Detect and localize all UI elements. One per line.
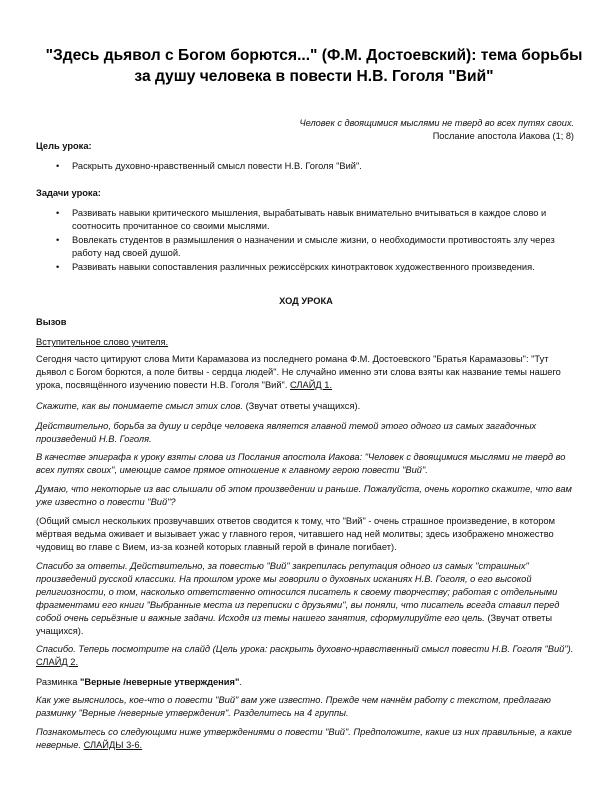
paragraph-answers-summary: (Общий смысл нескольких прозвучавших ответов сводится к тому, что "Вий" - очень страшное произведение, в котором мёртвая ведьма оживает и вызывает ужас у главного героя, читавшего над ней молитвы; здесь изображено множество чудовищ во главе с Вием, из-за козней которых главный герой в финале погибает). bbox=[36, 516, 555, 552]
tasks-list bbox=[36, 207, 576, 275]
question-text: Скажите, как вы понимаете смысл этих слов. bbox=[36, 401, 243, 411]
paragraph-intro bbox=[36, 353, 576, 392]
teacher-speech: Спасибо за ответы. Действительно, за повестью "Вий" закрепилась репутация одного из самых "страшных" произведений русской классики. На прошлом уроке мы говорили о духовных исканиях Н.В. Гоголя, о его высокой религиозности, о том, насколько ответственно относился писатель к своему творчеству; работая с отдельными фрагментами его книги "Выбранные места из переписки с друзьями", вы поняли, что писатель всегда ставил перед собой очень серьёзные и важные задачи. Исходя из темы нашего занятия, сформулируйте его цель. bbox=[36, 561, 560, 623]
warmup-title: "Верные /неверные утверждения" bbox=[79, 677, 240, 687]
list-item: • Развивать навыки критического мышления, вырабатывать навык внимательно вчитываться в каждое слово и соотносить прочитанное со своими мыслями. bbox=[36, 207, 576, 233]
warmup-heading bbox=[36, 676, 576, 689]
list-item: • Вовлекать студентов в размышления о назначении и смысле жизни, о необходимости противостоять злу через работу над своей душой. bbox=[36, 234, 576, 260]
paragraph-slide-goal bbox=[36, 643, 576, 669]
paragraph-question bbox=[36, 400, 576, 413]
slide-1-link[interactable]: СЛАЙД 1. bbox=[290, 380, 333, 390]
warmup-end: . bbox=[239, 677, 242, 687]
epigraph-source: Послание апостола Иакова (1; 8) bbox=[432, 131, 574, 141]
paragraph-warmup-intro: Как уже выяснилось, кое-что о повести "Вий" вам уже известно. Прежде чем начнём работу с текстом, предлагаю разминку "Верные /неверные утверждения". Разделитесь на 4 группы. bbox=[36, 695, 551, 718]
slides-3-6-link[interactable]: СЛАЙДЫ 3-6. bbox=[83, 740, 143, 750]
goal-heading: Цель урока: bbox=[36, 141, 92, 151]
answers-note: (Звучат ответы учащихся). bbox=[36, 613, 553, 636]
list-item: • Раскрыть духовно-нравственный смысл повести Н.В. Гоголя "Вий". bbox=[36, 160, 576, 173]
paragraph-text: Сегодня часто цитируют слова Мити Карамазова из последнего романа Ф.М. Достоевского "Братья Карамазовы": "Тут дьявол с Богом борются, а поле битвы - сердца людей". Не случайно именно эти слова взяты как название темы нашего урока, посвящённого изучению повести Н.В. Гоголя "Вий". bbox=[36, 354, 561, 390]
paragraph-prior-knowledge: Думаю, что некоторые из вас слышали об этом произведении и раньше. Пожалуйста, очень коротко скажите, что вам уже известно о повести "Вий"? bbox=[36, 484, 572, 507]
paragraph-theme: Действительно, борьба за душу и сердце человека является главной темой этого одного из самых загадочных произведений Н.В. Гоголя. bbox=[36, 421, 537, 444]
list-item: • Развивать навыки сопоставления различных режиссёрских кинотрактовок художественного произведения. bbox=[36, 261, 576, 274]
epigraph-quote: Человек с двоящимися мыслями не тверд во всех путях своих. bbox=[299, 118, 574, 128]
slide-2-link[interactable]: СЛАЙД 2. bbox=[36, 657, 79, 667]
paragraph-statements bbox=[36, 726, 576, 752]
warmup-label: Разминка bbox=[36, 677, 80, 687]
section-heading: Вызов bbox=[36, 317, 67, 327]
teacher-speech: Спасибо. Теперь посмотрите на слайд (Цель урока: раскрыть духовно-нравственный смысл повести Н.В. Гоголя "Вий"). bbox=[36, 644, 574, 654]
tasks-heading: Задачи урока: bbox=[36, 188, 101, 198]
document-title: "Здесь дьявол с Богом борются..." (Ф.М. Достоевский): тема борьбы за душу человека в повести Н.В. Гоголя "Вий" bbox=[45, 47, 583, 85]
paragraph-goal-discussion bbox=[36, 560, 576, 638]
teacher-speech: Познакомьтесь со следующими ниже утверждениями о повести "Вий". Предположите, какие из них правильные, а какие неверные. bbox=[36, 727, 572, 750]
paragraph-epigraph: В качестве эпиграфа к уроку взяты слова из Послания апостола Иакова: "Человек с двоящимися мыслями не тверд во всех путях своих", имеющие самое прямое отношение к главному герою повести "Вий". bbox=[36, 452, 566, 475]
lesson-progress-heading: ХОД УРОКА bbox=[279, 296, 333, 306]
goal-list bbox=[36, 160, 576, 174]
answers-note: (Звучат ответы учащихся). bbox=[245, 401, 361, 411]
intro-label: Вступительное слово учителя. bbox=[36, 337, 169, 347]
